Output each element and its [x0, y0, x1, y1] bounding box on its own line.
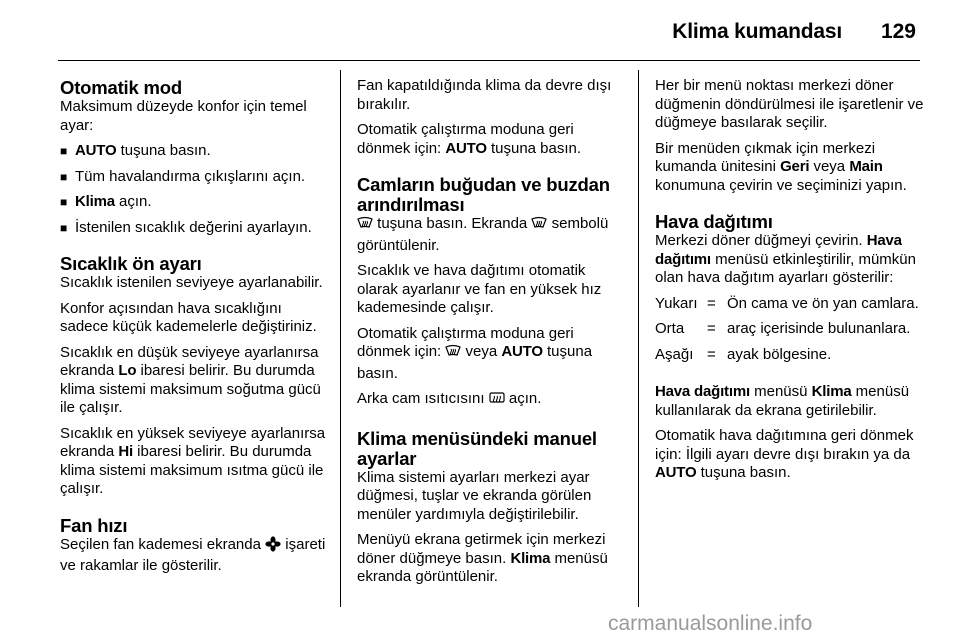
windscreen-defrost-icon — [531, 216, 547, 237]
table-row — [655, 295, 919, 321]
key-label: Klima — [75, 193, 115, 210]
text: Sıcaklık en yüksek seviyeye ayarlanırsa ekranda — [60, 424, 326, 460]
fan-icon — [265, 536, 281, 558]
column-1 — [60, 68, 328, 583]
table-cell-eq: = — [707, 345, 716, 363]
page-header — [0, 0, 960, 62]
text: Menüyü ekrana getirmek için merkezi döner düğmeye basın. — [357, 531, 606, 567]
paragraph — [655, 427, 925, 483]
text: Sıcaklık en düşük seviyeye ayarlanırsa ekranda — [60, 343, 319, 379]
heading-camlar: Camların buğudan ve buzdan arındırılması — [357, 174, 610, 215]
list-item-text: İstenilen sıcaklık değerini ayarlayın. — [75, 218, 312, 236]
key-label: AUTO — [655, 464, 697, 481]
bullet-list — [60, 142, 328, 237]
text: Arka cam ısıtıcısını — [357, 390, 489, 407]
list-item — [60, 142, 328, 161]
paragraph — [655, 140, 925, 196]
list-item-text: tuşuna basın. — [116, 142, 211, 159]
text: Merkezi döner düğmeyi çevirin. — [655, 232, 867, 249]
paragraph — [60, 425, 328, 499]
bullet-icon: ■ — [60, 144, 68, 158]
key-label: Lo — [118, 362, 137, 379]
text: tuşuna basın. — [357, 343, 593, 382]
list-item-text: açın. — [114, 193, 152, 210]
paragraph — [357, 121, 627, 158]
column-divider-2 — [638, 70, 639, 607]
text: Otomatik çalıştırma moduna geri dönmek için: — [357, 324, 574, 360]
table-cell-eq: = — [707, 320, 716, 337]
text: menüsü etkinleştirilir, mümkün olan hava dağıtım ayarları gösterilir: — [655, 250, 916, 286]
watermark: carmanualsonline.info — [608, 612, 813, 635]
windscreen-defrost-icon — [357, 216, 373, 237]
text: işareti ve rakamlar ile gösterilir. — [60, 535, 326, 574]
table-cell-key: Aşağı — [655, 345, 694, 363]
paragraph: Maksimum düzeyde konfor için temel ayar: — [60, 98, 307, 134]
paragraph — [357, 215, 627, 255]
table-cell-key: Yukarı — [655, 294, 698, 312]
heading-hava-dagitimi: Hava dağıtımı — [655, 211, 773, 232]
table-cell-value: ayak bölgesine. — [727, 345, 832, 363]
heading-otomatik-mod: Otomatik mod — [60, 77, 182, 98]
column-2 — [357, 68, 627, 594]
paragraph — [655, 383, 925, 420]
key-label: Main — [849, 158, 883, 175]
paragraph — [60, 344, 328, 418]
paragraph: Konfor açısından hava sıcaklığını sadece küçük kademelerle değiştiriniz. — [60, 299, 317, 335]
key-label: AUTO — [445, 139, 487, 157]
list-item — [60, 219, 328, 238]
paragraph: Sıcaklık istenilen seviyeye ayarlanabilir. — [60, 274, 323, 291]
bullet-icon: ■ — [60, 220, 68, 235]
page-number: 129 — [880, 20, 916, 43]
table-row — [655, 346, 919, 372]
text: ibaresi belirir. Bu durumda klima sistemi maksimum ısıtma gücü ile çalışır. — [60, 443, 324, 497]
paragraph: Her bir menü noktası merkezi döner düğmenin döndürülmesi ile işaretlenir ve düğmeye basılarak seçilir. — [655, 77, 924, 131]
heading-fan-hizi: Fan hızı — [60, 514, 128, 536]
text: sembolü görüntülenir. — [357, 215, 609, 254]
text: menüsü ekranda görüntülenir. — [357, 549, 608, 585]
column-3 — [655, 68, 925, 490]
text: tuşuna basın. — [696, 464, 791, 481]
table-cell-value: araç içerisinde bulunanlara. — [727, 320, 911, 337]
text: Otomatik çalıştırma moduna geri dönmek için: — [357, 121, 574, 157]
paragraph — [357, 325, 627, 384]
text: Bir menüden çıkmak için merkezi kumanda ünitesini — [655, 139, 876, 175]
table-cell-key: Orta — [655, 320, 685, 337]
key-label: AUTO — [501, 343, 543, 360]
key-label: Hi — [118, 443, 133, 460]
header-rule — [58, 60, 920, 61]
paragraph — [60, 536, 328, 576]
heading-sicaklik: Sıcaklık ön ayarı — [60, 253, 202, 274]
key-label: Geri — [780, 158, 810, 175]
paragraph: Klima sistemi ayarları merkezi ayar düğmesi, tuşlar ve ekranda görülen menüler yardımıyla değiştirilebilir. — [357, 468, 592, 523]
text: açın. — [504, 390, 542, 407]
text: Otomatik hava dağıtımına geri dönmek için: İlgili ayarı devre dışı bırakın ya da — [655, 427, 914, 463]
list-item — [60, 168, 328, 187]
key-label: Hava dağıtımı — [655, 383, 750, 400]
key-label: AUTO — [75, 142, 117, 159]
text: ibaresi belirir. Bu durumda klima sistemi maksimum soğutma gücü ile çalışır. — [60, 362, 321, 416]
paragraph — [357, 531, 627, 587]
text: tuşuna basın. Ekranda — [373, 215, 532, 232]
windscreen-defrost-icon — [445, 344, 461, 365]
list-item — [60, 193, 328, 212]
key-label: Klima — [510, 549, 551, 567]
rear-window-heater-icon — [489, 391, 505, 412]
text: Seçilen fan kademesi ekranda — [60, 535, 266, 553]
bullet-icon: ■ — [60, 169, 68, 184]
page-title: Klima kumandası — [672, 20, 842, 43]
key-label: Klima — [811, 383, 852, 400]
list-item-text: Tüm havalandırma çıkışlarını açın. — [75, 167, 306, 185]
table-cell-value: Ön cama ve ön yan camlara. — [727, 294, 919, 312]
text: tuşuna basın. — [486, 139, 582, 157]
text: veya — [461, 343, 502, 360]
paragraph — [357, 390, 627, 412]
paragraph: Sıcaklık ve hava dağıtımı otomatik olarak ayarlanır ve fan en yüksek hız kademesinde çalışır. — [357, 262, 602, 316]
air-distribution-table — [655, 295, 919, 372]
table-row — [655, 320, 919, 346]
text: menüsü — [749, 383, 812, 400]
paragraph: Fan kapatıldığında klima da devre dışı bırakılır. — [357, 77, 612, 113]
key-label: Hava dağıtımı — [655, 232, 902, 268]
text: menüsü kullanılarak da ekrana getirilebilir. — [655, 383, 910, 419]
heading-klima-menu: Klima menüsündeki manuel ayarlar — [357, 427, 597, 469]
table-cell-eq: = — [707, 294, 716, 312]
bullet-icon: ■ — [60, 195, 68, 209]
text: konumuna çevirin ve seçiminizi yapın. — [655, 176, 907, 194]
paragraph — [655, 232, 925, 288]
text: veya — [809, 158, 850, 175]
column-divider-1 — [340, 70, 341, 607]
